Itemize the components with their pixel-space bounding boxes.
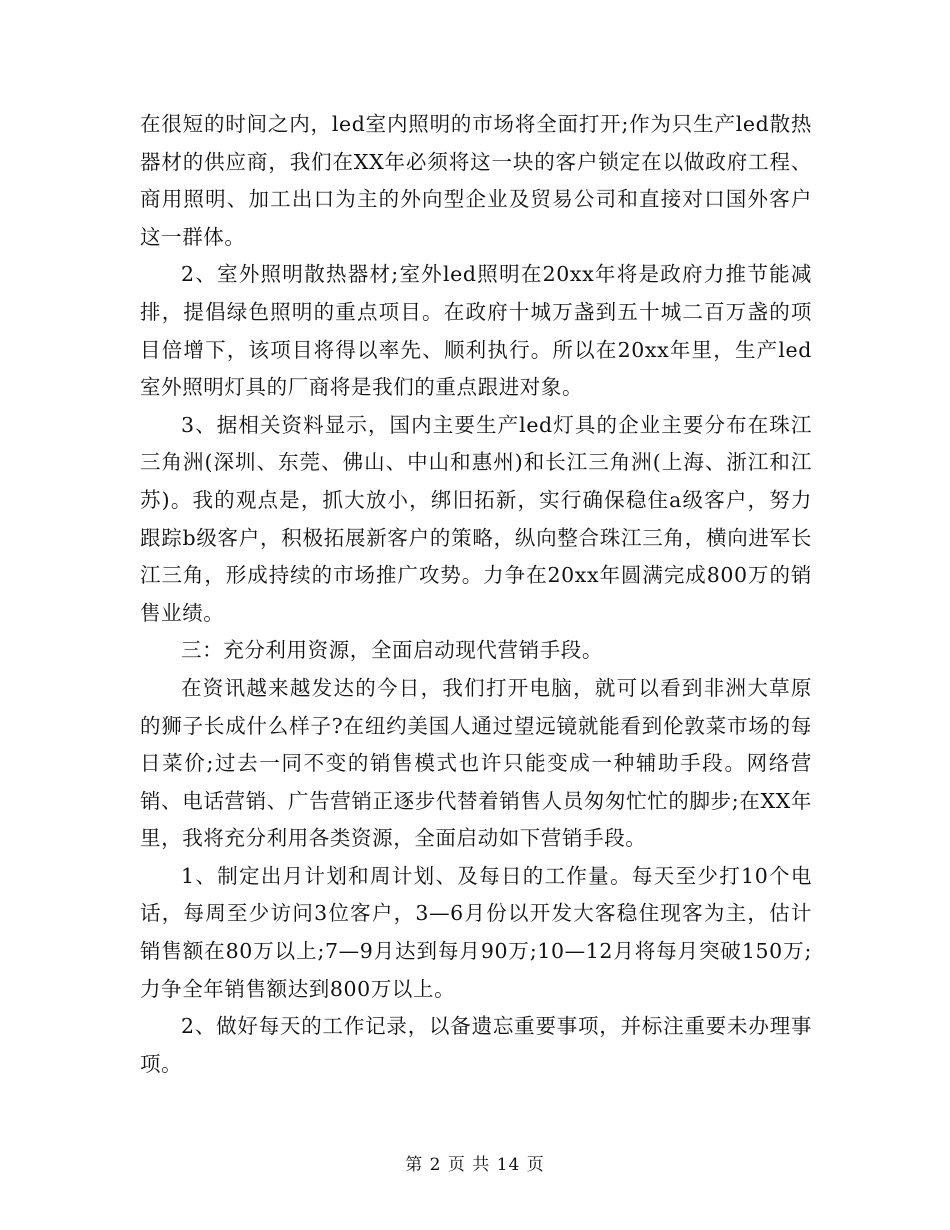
paragraph-7: 2、做好每天的工作记录，以备遗忘重要事项，并标注重要未办理事项。 [140, 1014, 812, 1076]
paragraph-3: 3、据相关资料显示，国内主要生产led灯具的企业主要分布在珠江三角洲(深圳、东莞、佛山、中山和惠州)和长江三角洲(上海、浙江和江苏)。我的观点是，抓大放小，绑旧拓新，实行确保稳住a级客户，努力跟踪b级客户，积极拓展新客户的策略，纵向整合珠江三角，横向进军长江三角，形成持续的市场推广攻势。力争在20xx年圆满完成800万的销售业绩。 [140, 412, 812, 625]
section-heading: 三：充分利用资源，全面启动现代营销手段。 [181, 638, 603, 663]
document-body [140, 106, 812, 1083]
paragraph-1: 在很短的时间之内，led室内照明的市场将全面打开;作为只生产led散热器材的供应商，我们在XX年必须将这一块的客户锁定在以做政府工程、商用照明、加工出口为主的外向型企业及贸易公司和直接对口国外客户这一群体。 [140, 112, 812, 249]
page-footer [0, 1153, 950, 1177]
paragraph-5: 在资讯越来越发达的今日，我们打开电脑，就可以看到非洲大草原的狮子长成什么样子?在纽约美国人通过望远镜就能看到伦敦菜市场的每日菜价;过去一同不变的销售模式也许只能变成一种辅助手段。网络营销、电话营销、广告营销正逐步代替着销售人员匆匆忙忙的脚步;在XX年里，我将充分利用各类资源，全面启动如下营销手段。 [140, 675, 812, 851]
page-number: 第 2 页 共 14 页 [405, 1155, 545, 1175]
paragraph-6: 1、制定出月计划和周计划、及每日的工作量。每天至少打10个电话，每周至少访问3位客户，3—6月份以开发大客稳住现客为主，估计销售额在80万以上;7—9月达到每月90万;10—12月将每月突破150万;力争全年销售额达到800万以上。 [140, 863, 812, 1001]
paragraph-2: 2、室外照明散热器材;室外led照明在20xx年将是政府力推节能减排，提倡绿色照明的重点项目。在政府十城万盏到五十城二百万盏的项目倍增下，该项目将得以率先、顺利执行。所以在20xx年里，生产led室外照明灯具的厂商将是我们的重点跟进对象。 [140, 262, 812, 400]
